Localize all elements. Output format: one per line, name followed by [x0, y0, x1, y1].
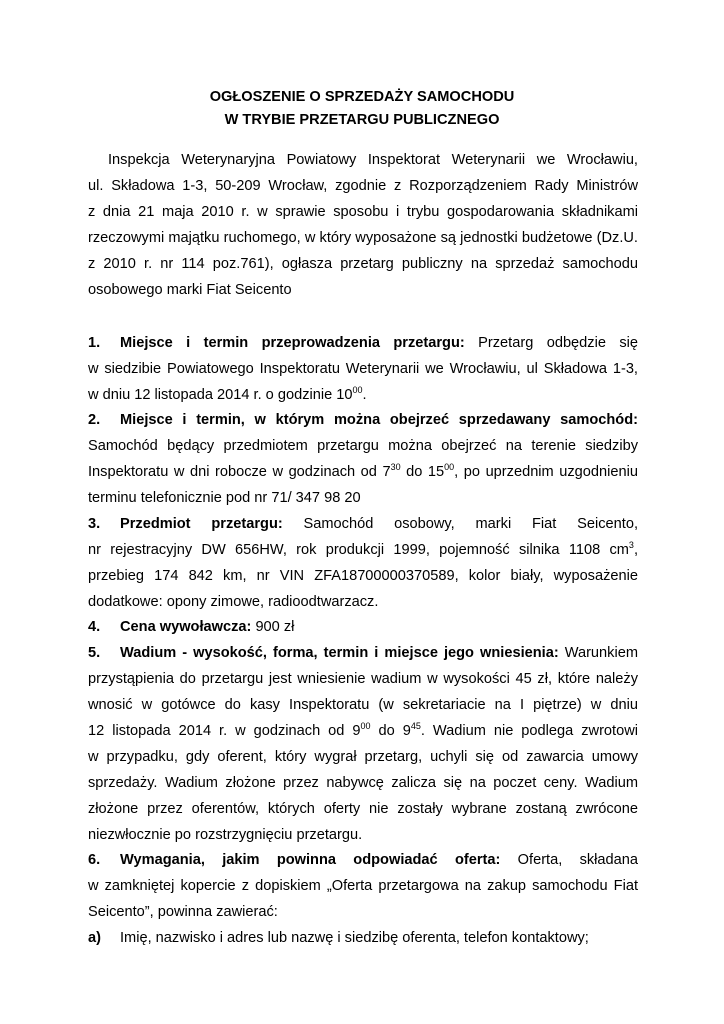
section-5-line-7: złożone przez oferentów, których oferty nie zostały wybrane zostaną zwrócone [88, 801, 638, 817]
section-2-line-3 [88, 463, 638, 481]
section-3-cm3-sup: 3 [628, 540, 634, 550]
section-5-line-6: sprzedaży. Wadium złożone przez nabywcę zalicza się na poczet ceny. Wadium [88, 775, 638, 791]
section-3-line-2 [88, 541, 638, 559]
section-1-text: Przetarg odbędzie się [464, 335, 638, 351]
section-3-number: 3. [88, 516, 101, 532]
section-2-line-4: terminu telefonicznie pod nr 71/ 347 98 20 [88, 490, 361, 506]
section-2-sup-2: 00 [444, 462, 455, 472]
section-6-text: Oferta, składana [500, 852, 638, 868]
section-1-period: . [362, 387, 367, 403]
section-2-line-2: Samochód będący przedmiotem przetargu można obejrzeć na terenie siedziby [88, 438, 638, 454]
section-5-date-text: 12 listopada 2014 r. w godzinach od 9 [88, 723, 361, 739]
intro-line-5: z 2010 r. nr 114 poz.761), ogłasza przetarg publiczny na sprzedaż samochodu [88, 256, 638, 272]
section-5-sup-1: 00 [360, 721, 371, 731]
section-6-line-2: w zamkniętej kopercie z dopiskiem „Oferta przetargowa na zakup samochodu Fiat [88, 878, 638, 894]
section-3-heading: Przedmiot przetargu: [120, 516, 283, 532]
section-5-number: 5. [88, 645, 101, 661]
section-2-number: 2. [88, 412, 101, 428]
section-4-heading: Cena wywoławcza: [120, 619, 252, 635]
intro-line-1: Inspekcja Weterynaryjna Powiatowy Inspektorat Weterynarii we Wrocławiu, [108, 152, 638, 168]
section-5-to: do 9 [370, 723, 411, 739]
section-6-line-1 [88, 851, 638, 869]
section-2-heading: Miejsce i termin, w którym można obejrzeć sprzedawany samochód: [120, 412, 638, 428]
section-4-number: 4. [88, 619, 101, 635]
intro-line-2: ul. Składowa 1-3, 50-209 Wrocław, zgodnie z Rozporządzeniem Rady Ministrów [88, 178, 638, 194]
section-5-line-5: w przypadku, gdy oferent, który wygrał przetarg, uchyli się od zawarcia umowy [88, 749, 638, 765]
section-1-line-2: w siedzibie Powiatowego Inspektoratu Weterynarii we Wrocławiu, ul Składowa 1-3, [88, 361, 638, 377]
section-1-date-text: w dniu 12 listopada 2014 r. o godzinie 10 [88, 387, 353, 403]
section-5-text: Warunkiem [558, 645, 638, 661]
section-1-heading: Miejsce i termin przeprowadzenia przetargu: [120, 335, 465, 351]
section-5-line-1 [88, 644, 638, 662]
section-5-tail: . Wadium nie podlega zwrotowi [420, 723, 638, 739]
section-5-line-3: wnosić w gotówce do kasy Inspektoratu (w sekretariacie na I piętrze) w dniu [88, 697, 638, 713]
section-6-number: 6. [88, 852, 101, 868]
section-2-hours-tail: , po uprzednim uzgodnieniu [454, 464, 638, 480]
section-5-heading: Wadium - wysokość, forma, termin i miejsce jego wniesienia: [120, 645, 559, 661]
intro-line-4: rzeczowymi majątku ruchomego, w który wyposażone są jednostki budżetowe (Dz.U. [88, 230, 638, 246]
section-6-heading: Wymagania, jakim powinna odpowiadać oferta: [120, 852, 501, 868]
section-2-hours-to: do 15 [400, 464, 445, 480]
item-a-line [88, 929, 638, 947]
item-a-marker: a) [88, 930, 101, 946]
section-3-line-4: dodatkowe: opony zimowe, radioodtwarzacz. [88, 594, 379, 610]
section-3-line-3: przebieg 174 842 km, nr VIN ZFA18700000370589, kolor biały, wyposażenie [88, 568, 638, 584]
section-5-line-4 [88, 722, 638, 740]
section-1-line-3 [88, 386, 638, 404]
section-1-line-1 [88, 334, 638, 352]
section-4-price: 900 zł [251, 619, 295, 635]
item-a-text: Imię, nazwisko i adres lub nazwę i siedzibę oferenta, telefon kontaktowy; [120, 930, 589, 946]
section-4-line-1 [88, 618, 638, 636]
intro-line-3: z dnia 21 maja 2010 r. w sprawie sposobu i trybu gospodarowania składnikami [88, 204, 638, 220]
section-3-comma: , [633, 542, 638, 558]
section-6-line-3: Seicento”, powinna zawierać: [88, 904, 278, 920]
section-1-time-sup: 00 [352, 385, 363, 395]
section-3-line-1 [88, 515, 638, 533]
document-title-line-2: W TRYBIE PRZETARGU PUBLICZNEGO [224, 112, 500, 128]
section-2-line-1 [88, 411, 638, 429]
document-title-line-1: OGŁOSZENIE O SPRZEDAŻY SAMOCHODU [209, 89, 515, 105]
section-5-sup-2: 45 [410, 721, 421, 731]
section-3-text: Samochód osobowy, marki Fiat Seicento, [282, 516, 638, 532]
section-2-hours-text: Inspektoratu w dni robocze w godzinach od 7 [88, 464, 391, 480]
section-5-line-8: niezwłocznie po rozstrzygnięciu przetargu. [88, 827, 363, 843]
section-2-sup-1: 30 [390, 462, 401, 472]
section-5-line-2: przystąpienia do przetargu jest wniesienie wadium w wysokości 45 zł, które należy [88, 671, 638, 687]
intro-line-6: osobowego marki Fiat Seicento [88, 282, 292, 298]
section-1-number: 1. [88, 335, 101, 351]
section-3-registration-text: nr rejestracyjny DW 656HW, rok produkcji 1999, pojemność silnika 1108 cm [88, 542, 629, 558]
